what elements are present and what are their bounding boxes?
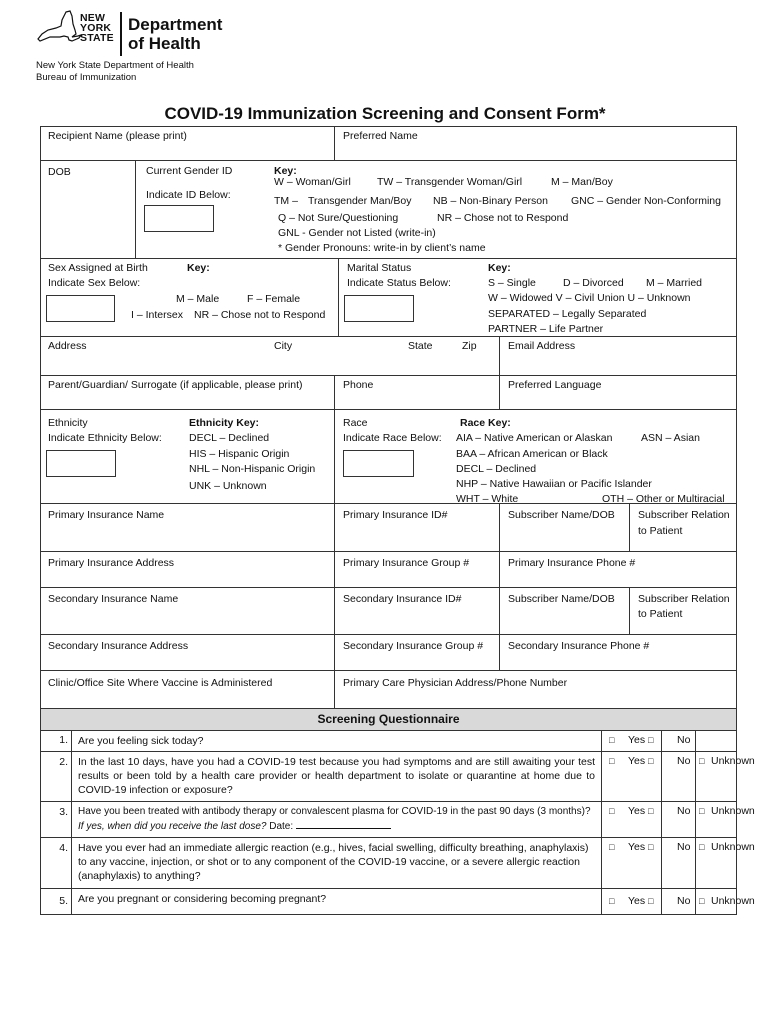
race-cell bbox=[334, 410, 736, 503]
question-row bbox=[40, 731, 737, 752]
yes-label: Yes bbox=[628, 895, 646, 907]
department-of-health-wordmark: Department of Health bbox=[128, 15, 223, 53]
indicate-status-label: Indicate Status Below: bbox=[347, 277, 451, 289]
unknown-checkbox[interactable] bbox=[695, 889, 755, 914]
column-divider bbox=[661, 731, 662, 751]
race-key-item: BAA – African American or Black bbox=[456, 448, 608, 460]
race-key-item: OTH – Other or Multiracial bbox=[602, 493, 725, 505]
marital-key-item: S – Single bbox=[488, 277, 536, 289]
gender-key-item: Transgender Man/Boy bbox=[308, 195, 412, 207]
question-text: Are you feeling sick today? bbox=[71, 731, 601, 751]
nys-doh-logo bbox=[36, 10, 296, 60]
phone-label: Phone bbox=[343, 379, 374, 391]
race-key-item: NHP – Native Hawaiian or Pacific Islander bbox=[456, 478, 652, 490]
question-number: 1. bbox=[59, 734, 68, 746]
unknown-checkbox[interactable] bbox=[695, 802, 755, 837]
unknown-cell-empty bbox=[695, 731, 736, 751]
row-secondary-insurance-address bbox=[40, 635, 737, 671]
secondary-insurance-phone-field[interactable] bbox=[499, 635, 736, 670]
marital-key-item: M – Married bbox=[646, 277, 703, 289]
subscriber-relation-field[interactable] bbox=[629, 504, 736, 551]
column-divider bbox=[661, 752, 662, 801]
address-field[interactable]: Address bbox=[48, 340, 87, 352]
marital-key-item: W – Widowed V – Civil Union U – Unknown bbox=[488, 292, 691, 304]
ethnicity-key-item: UNK – Unknown bbox=[189, 480, 267, 492]
primary-insurance-id-label: Primary Insurance ID# bbox=[343, 509, 448, 521]
question-number: 2. bbox=[59, 756, 68, 768]
no-label: No bbox=[677, 755, 691, 767]
gender-key-item: NR – Chose not to Respond bbox=[437, 212, 569, 224]
new-york-state-map-icon bbox=[36, 10, 82, 46]
gender-key-item: Q – Not Sure/Questioning bbox=[278, 212, 399, 224]
parent-guardian-field[interactable]: Parent/Guardian/ Surrogate (if applicable, please print) bbox=[48, 379, 303, 391]
question-text: In the last 10 days, have you had a COVID-19 test because you had symptoms and are still awaiting your test results or been told by a health care provider or health department to isolate or quarantine at home due to COVID-19 infection or exposure? bbox=[71, 752, 601, 801]
screening-questionnaire-heading: Screening Questionnaire bbox=[40, 709, 737, 731]
zip-field[interactable]: Zip bbox=[462, 340, 477, 352]
marital-key-item: PARTNER – Life Partner bbox=[488, 323, 604, 335]
checkbox-icon: □ bbox=[609, 896, 615, 906]
marital-cell bbox=[338, 259, 736, 336]
checkbox-icon: □ bbox=[609, 756, 615, 766]
email-field[interactable] bbox=[499, 337, 736, 375]
gender-key-item: M – Man/Boy bbox=[551, 176, 613, 188]
secondary-insurance-id-label: Secondary Insurance ID# bbox=[343, 593, 462, 605]
no-checkbox[interactable] bbox=[648, 802, 695, 837]
sex-key-item: I – Intersex bbox=[131, 309, 183, 321]
checkbox-icon: □ bbox=[609, 735, 615, 745]
marital-status-label: Marital Status bbox=[347, 262, 412, 274]
no-checkbox[interactable] bbox=[648, 752, 695, 801]
marital-key-item: D – Divorced bbox=[563, 277, 624, 289]
agency-name: New York State Department of Health bbox=[36, 60, 194, 71]
question-text: Have you been treated with antibody therapy or convalescent plasma for COVID-19 in the past 90 days (3 months)? If yes, when did you receive the last dose? Date: bbox=[71, 802, 601, 837]
yes-label: Yes bbox=[628, 734, 646, 746]
pcp-field[interactable] bbox=[334, 671, 736, 708]
ethnicity-key-item: HIS – Hispanic Origin bbox=[189, 448, 290, 460]
yes-checkbox[interactable] bbox=[601, 889, 654, 914]
indicate-ethnicity-label: Indicate Ethnicity Below: bbox=[48, 432, 162, 444]
agency-info bbox=[36, 60, 194, 84]
yes-label: Yes bbox=[628, 755, 646, 767]
checkbox-icon: □ bbox=[609, 842, 615, 852]
marital-status-input[interactable] bbox=[344, 295, 414, 322]
current-gender-id-label: Current Gender ID bbox=[146, 165, 233, 177]
no-checkbox[interactable] bbox=[648, 838, 695, 888]
primary-insurance-name-field[interactable]: Primary Insurance Name bbox=[48, 509, 165, 521]
gender-key-item: W – Woman/Girl bbox=[274, 176, 351, 188]
no-label: No bbox=[677, 734, 691, 746]
row-parent bbox=[40, 376, 737, 410]
unknown-label: Unknown bbox=[711, 841, 755, 853]
checkbox-icon: □ bbox=[648, 896, 654, 906]
bureau-name: Bureau of Immunization bbox=[36, 72, 137, 83]
race-key-item: DECL – Declined bbox=[456, 463, 537, 475]
checkbox-icon: □ bbox=[648, 806, 654, 816]
ethnicity-key-item: NHL – Non-Hispanic Origin bbox=[189, 463, 316, 475]
yes-checkbox[interactable] bbox=[601, 752, 654, 801]
yes-label: Yes bbox=[628, 841, 646, 853]
question-row bbox=[40, 802, 755, 838]
secondary-insurance-group-label: Secondary Insurance Group # bbox=[343, 640, 484, 652]
preferred-name-field[interactable] bbox=[334, 127, 736, 160]
row-primary-insurance-address bbox=[40, 552, 737, 588]
column-divider bbox=[661, 802, 662, 837]
checkbox-icon: □ bbox=[699, 842, 705, 852]
sex-key-item: F – Female bbox=[247, 293, 301, 305]
checkbox-icon: □ bbox=[648, 842, 654, 852]
preferred-name-label: Preferred Name bbox=[343, 130, 418, 142]
no-checkbox[interactable] bbox=[648, 731, 695, 751]
subscriber-name-dob-label: Subscriber Name/DOB bbox=[508, 593, 615, 605]
email-label: Email Address bbox=[508, 340, 576, 352]
marital-key-title: Key: bbox=[488, 262, 511, 274]
row-dob-gender bbox=[40, 161, 737, 259]
subscriber-relation-label: to Patient bbox=[638, 608, 683, 620]
row-address bbox=[40, 337, 737, 376]
gender-key-item: NB – Non-Binary Person bbox=[433, 195, 548, 207]
date-input[interactable] bbox=[296, 819, 391, 829]
ethnicity-key-item: DECL – Declined bbox=[189, 432, 270, 444]
gender-key-item: GNC – Gender Non-Conforming bbox=[571, 195, 721, 207]
city-field[interactable]: City bbox=[274, 340, 293, 352]
state-field[interactable]: State bbox=[408, 340, 433, 352]
primary-insurance-group-label: Primary Insurance Group # bbox=[343, 557, 470, 569]
secondary-subscriber-relation-field[interactable] bbox=[629, 588, 736, 634]
no-label: No bbox=[677, 895, 691, 907]
sex-key-title: Key: bbox=[187, 262, 210, 274]
unknown-label: Unknown bbox=[711, 755, 755, 767]
row-clinic bbox=[40, 671, 737, 709]
dob-field[interactable]: DOB bbox=[48, 166, 71, 178]
sex-key-item: M – Male bbox=[176, 293, 220, 305]
form-table bbox=[40, 126, 755, 915]
race-input[interactable] bbox=[343, 450, 414, 477]
gender-id-cell bbox=[135, 161, 736, 258]
checkbox-icon: □ bbox=[699, 896, 705, 906]
row-sex-marital bbox=[40, 259, 737, 337]
question-number: 3. bbox=[59, 806, 68, 818]
form-title: COVID-19 Immunization Screening and Consent Form* bbox=[164, 104, 606, 123]
subscriber-relation-label: Subscriber Relation bbox=[638, 593, 730, 605]
ethnicity-label: Ethnicity bbox=[48, 417, 88, 429]
unknown-label: Unknown bbox=[711, 805, 755, 817]
gender-key-item: GNL - Gender not Listed (write-in) bbox=[278, 227, 436, 239]
ethnicity-input[interactable] bbox=[46, 450, 116, 477]
primary-insurance-phone-label: Primary Insurance Phone # bbox=[508, 557, 636, 569]
gender-key-title: Key: bbox=[274, 165, 297, 177]
preferred-language-field[interactable] bbox=[499, 376, 736, 409]
secondary-insurance-name-field[interactable]: Secondary Insurance Name bbox=[48, 593, 179, 605]
row-secondary-insurance bbox=[40, 588, 737, 635]
unknown-checkbox[interactable] bbox=[695, 752, 755, 801]
secondary-insurance-address-field[interactable]: Secondary Insurance Address bbox=[48, 640, 189, 652]
question-row bbox=[40, 889, 755, 915]
checkbox-icon: □ bbox=[699, 756, 705, 766]
row-primary-insurance bbox=[40, 504, 737, 552]
row-ethnicity-race bbox=[40, 410, 737, 504]
race-key-item: AIA – Native American or Alaskan bbox=[456, 432, 613, 444]
recipient-name-field[interactable]: Recipient Name (please print) bbox=[48, 130, 187, 142]
gender-key-item: * Gender Pronouns: write-in by client’s name bbox=[278, 242, 486, 254]
question-text: Are you pregnant or considering becoming pregnant? bbox=[71, 889, 601, 914]
ethnicity-key-title: Ethnicity Key: bbox=[189, 417, 260, 429]
nys-wordmark: NEW YORK STATE bbox=[80, 12, 114, 44]
race-key-title: Race Key: bbox=[460, 417, 511, 429]
race-key-item: ASN – Asian bbox=[641, 432, 700, 444]
question-text: Have you ever had an immediate allergic reaction (e.g., hives, facial swelling, difficulty breathing, anaphylaxis) to any vaccine, injection, or shot or to any component of the COVID-19 vaccine, or a severe allergic reaction (anaphylaxis) to anything? bbox=[71, 838, 601, 888]
checkbox-icon: □ bbox=[648, 735, 654, 745]
clinic-site-field[interactable]: Clinic/Office Site Where Vaccine is Administered bbox=[48, 677, 273, 689]
sex-key-item: NR – Chose not to Respond bbox=[194, 309, 326, 321]
question-row bbox=[40, 838, 755, 889]
indicate-race-label: Indicate Race Below: bbox=[343, 432, 442, 444]
pcp-label: Primary Care Physician Address/Phone Number bbox=[343, 677, 568, 689]
no-checkbox[interactable] bbox=[648, 889, 695, 914]
no-label: No bbox=[677, 841, 691, 853]
race-label: Race bbox=[343, 417, 368, 429]
checkbox-icon: □ bbox=[609, 806, 615, 816]
checkbox-icon: □ bbox=[699, 806, 705, 816]
preferred-language-label: Preferred Language bbox=[508, 379, 602, 391]
question-row bbox=[40, 752, 755, 802]
primary-insurance-address-field[interactable]: Primary Insurance Address bbox=[48, 557, 175, 569]
column-divider bbox=[661, 838, 662, 888]
gender-key-item: TW – Transgender Woman/Girl bbox=[377, 176, 523, 188]
unknown-label: Unknown bbox=[711, 895, 755, 907]
yes-checkbox[interactable] bbox=[601, 731, 654, 751]
gender-id-input[interactable] bbox=[144, 205, 214, 232]
subscriber-relation-label: Subscriber Relation bbox=[638, 509, 730, 521]
secondary-insurance-phone-label: Secondary Insurance Phone # bbox=[508, 640, 650, 652]
yes-label: Yes bbox=[628, 805, 646, 817]
question-number: 4. bbox=[59, 842, 68, 854]
indicate-id-label: Indicate ID Below: bbox=[146, 189, 231, 201]
no-label: No bbox=[677, 805, 691, 817]
subscriber-name-dob-label: Subscriber Name/DOB bbox=[508, 509, 615, 521]
marital-key-item: SEPARATED – Legally Separated bbox=[488, 308, 647, 320]
yes-checkbox[interactable] bbox=[601, 838, 654, 888]
race-key-item: WHT – White bbox=[456, 493, 519, 505]
logo-divider bbox=[120, 12, 122, 56]
unknown-checkbox[interactable] bbox=[695, 838, 755, 888]
yes-checkbox[interactable] bbox=[601, 802, 654, 837]
column-divider bbox=[661, 889, 662, 914]
checkbox-icon: □ bbox=[648, 756, 654, 766]
gender-key-item: TM – bbox=[274, 195, 298, 207]
indicate-sex-label: Indicate Sex Below: bbox=[48, 277, 141, 289]
row-name bbox=[40, 126, 737, 161]
question-number: 5. bbox=[59, 895, 68, 907]
subscriber-relation-label: to Patient bbox=[638, 525, 683, 537]
sex-assigned-label: Sex Assigned at Birth bbox=[48, 262, 148, 274]
primary-insurance-phone-field[interactable] bbox=[499, 552, 736, 587]
sex-input[interactable] bbox=[46, 295, 115, 322]
